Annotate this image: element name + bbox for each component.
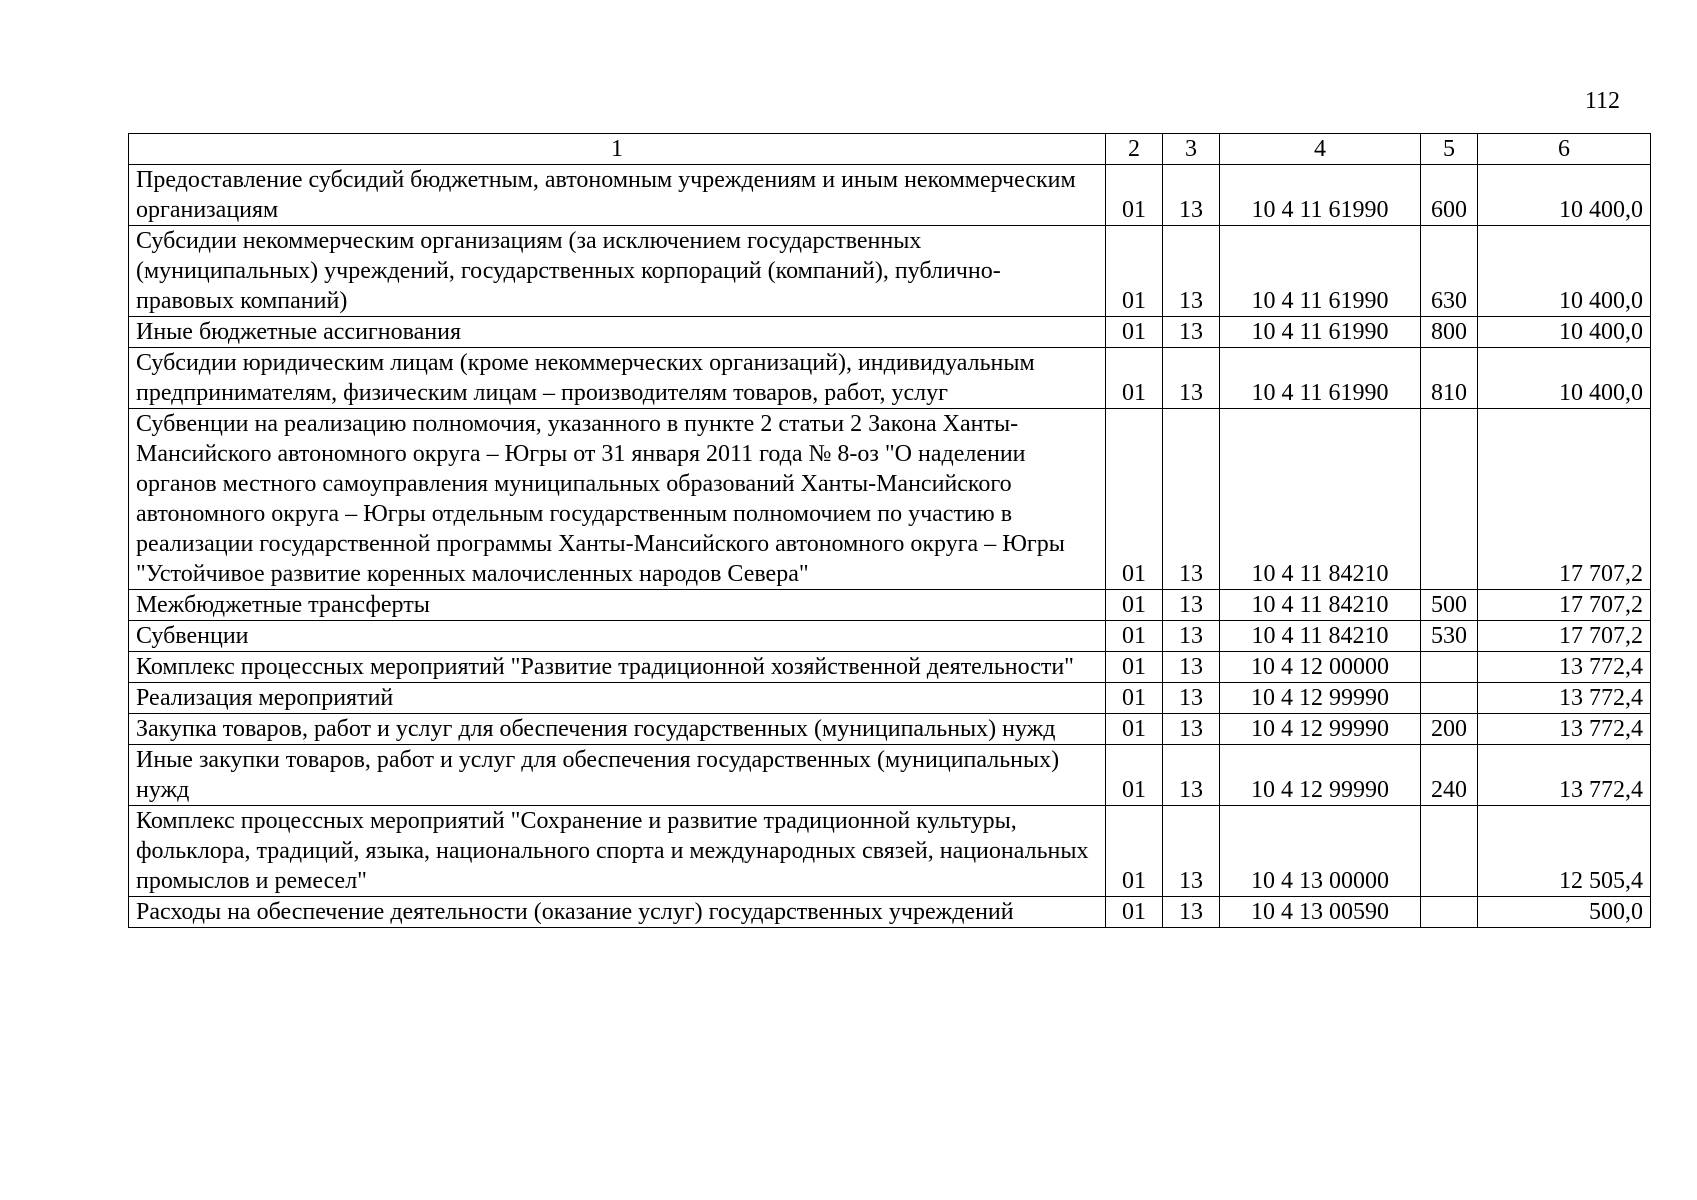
header-cell-3: 3 [1163,134,1220,165]
header-cell-5: 5 [1421,134,1478,165]
row-target-article: 10 4 11 84210 [1220,409,1421,590]
row-subsection: 13 [1163,806,1220,897]
row-amount: 13 772,4 [1478,652,1651,683]
header-cell-6: 6 [1478,134,1651,165]
row-subsection: 13 [1163,745,1220,806]
row-amount: 10 400,0 [1478,348,1651,409]
row-target-article: 10 4 13 00590 [1220,897,1421,928]
table-row [129,806,1651,897]
row-section: 01 [1106,714,1163,745]
row-section: 01 [1106,806,1163,897]
row-subsection: 13 [1163,714,1220,745]
row-amount: 17 707,2 [1478,621,1651,652]
row-name: Субсидии некоммерческим организациям (за исключением государственных (муниципальных) учреждений, государственных корпораций (компаний), публично-правовых компаний) [129,226,1106,317]
row-amount: 10 400,0 [1478,165,1651,226]
row-target-article: 10 4 12 99990 [1220,714,1421,745]
row-target-article: 10 4 13 00000 [1220,806,1421,897]
row-amount: 13 772,4 [1478,745,1651,806]
row-target-article: 10 4 12 99990 [1220,745,1421,806]
row-subsection: 13 [1163,683,1220,714]
row-name: Иные бюджетные ассигнования [129,317,1106,348]
row-expense-type: 810 [1421,348,1478,409]
row-section: 01 [1106,226,1163,317]
row-name: Иные закупки товаров, работ и услуг для обеспечения государственных (муниципальных) нужд [129,745,1106,806]
row-expense-type: 600 [1421,165,1478,226]
row-subsection: 13 [1163,590,1220,621]
table-row [129,348,1651,409]
row-target-article: 10 4 11 84210 [1220,621,1421,652]
header-cell-4: 4 [1220,134,1421,165]
table-row [129,683,1651,714]
row-amount: 17 707,2 [1478,590,1651,621]
row-target-article: 10 4 11 61990 [1220,348,1421,409]
row-subsection: 13 [1163,409,1220,590]
row-section: 01 [1106,165,1163,226]
row-expense-type [1421,409,1478,590]
row-subsection: 13 [1163,348,1220,409]
row-subsection: 13 [1163,226,1220,317]
row-section: 01 [1106,897,1163,928]
row-expense-type: 630 [1421,226,1478,317]
row-subsection: 13 [1163,165,1220,226]
page-number: 112 [1584,88,1620,114]
row-name: Закупка товаров, работ и услуг для обеспечения государственных (муниципальных) нужд [129,714,1106,745]
row-subsection: 13 [1163,317,1220,348]
row-name: Реализация мероприятий [129,683,1106,714]
row-expense-type [1421,652,1478,683]
row-target-article: 10 4 11 61990 [1220,317,1421,348]
row-section: 01 [1106,621,1163,652]
row-expense-type: 500 [1421,590,1478,621]
row-expense-type [1421,683,1478,714]
row-section: 01 [1106,745,1163,806]
row-amount: 10 400,0 [1478,226,1651,317]
row-name: Субвенции [129,621,1106,652]
row-expense-type: 200 [1421,714,1478,745]
row-section: 01 [1106,348,1163,409]
row-section: 01 [1106,409,1163,590]
row-expense-type: 800 [1421,317,1478,348]
row-subsection: 13 [1163,897,1220,928]
row-expense-type: 240 [1421,745,1478,806]
row-amount: 13 772,4 [1478,683,1651,714]
row-expense-type: 530 [1421,621,1478,652]
row-target-article: 10 4 11 84210 [1220,590,1421,621]
row-target-article: 10 4 12 99990 [1220,683,1421,714]
table-row [129,165,1651,226]
table-row [129,652,1651,683]
header-cell-2: 2 [1106,134,1163,165]
row-name: Межбюджетные трансферты [129,590,1106,621]
row-target-article: 10 4 12 00000 [1220,652,1421,683]
table-row [129,897,1651,928]
budget-table [128,133,1651,928]
table-row [129,317,1651,348]
table-row [129,226,1651,317]
table-row [129,745,1651,806]
row-target-article: 10 4 11 61990 [1220,165,1421,226]
row-name: Комплекс процессных мероприятий "Развитие традиционной хозяйственной деятельности" [129,652,1106,683]
row-amount: 17 707,2 [1478,409,1651,590]
row-section: 01 [1106,590,1163,621]
table-row [129,590,1651,621]
row-name: Предоставление субсидий бюджетным, автономным учреждениям и иным некоммерческим организациям [129,165,1106,226]
row-name: Субвенции на реализацию полномочия, указанного в пункте 2 статьи 2 Закона Ханты-Мансийского автономного округа – Югры от 31 января 2011 года № 8-оз "О наделении органов местного самоуправления муниципальных образований Ханты-Мансийского автономного округа – Югры отдельным государственным полномочием по участию в реализации государственной программы Ханты-Мансийского автономного округа – Югры "Устойчивое развитие коренных малочисленных народов Севера" [129,409,1106,590]
row-subsection: 13 [1163,652,1220,683]
row-name: Расходы на обеспечение деятельности (оказание услуг) государственных учреждений [129,897,1106,928]
row-target-article: 10 4 11 61990 [1220,226,1421,317]
table-row [129,714,1651,745]
row-amount: 12 505,4 [1478,806,1651,897]
header-row [129,134,1651,165]
row-section: 01 [1106,683,1163,714]
row-section: 01 [1106,317,1163,348]
row-expense-type [1421,897,1478,928]
row-subsection: 13 [1163,621,1220,652]
row-name: Субсидии юридическим лицам (кроме некоммерческих организаций), индивидуальным предпринимателям, физическим лицам – производителям товаров, работ, услуг [129,348,1106,409]
row-name: Комплекс процессных мероприятий "Сохранение и развитие традиционной культуры, фольклора, традиций, языка, национального спорта и международных связей, национальных промыслов и ремесел" [129,806,1106,897]
row-amount: 500,0 [1478,897,1651,928]
row-section: 01 [1106,652,1163,683]
table-row [129,409,1651,590]
row-amount: 10 400,0 [1478,317,1651,348]
header-cell-1: 1 [129,134,1106,165]
table-row [129,621,1651,652]
row-amount: 13 772,4 [1478,714,1651,745]
row-expense-type [1421,806,1478,897]
